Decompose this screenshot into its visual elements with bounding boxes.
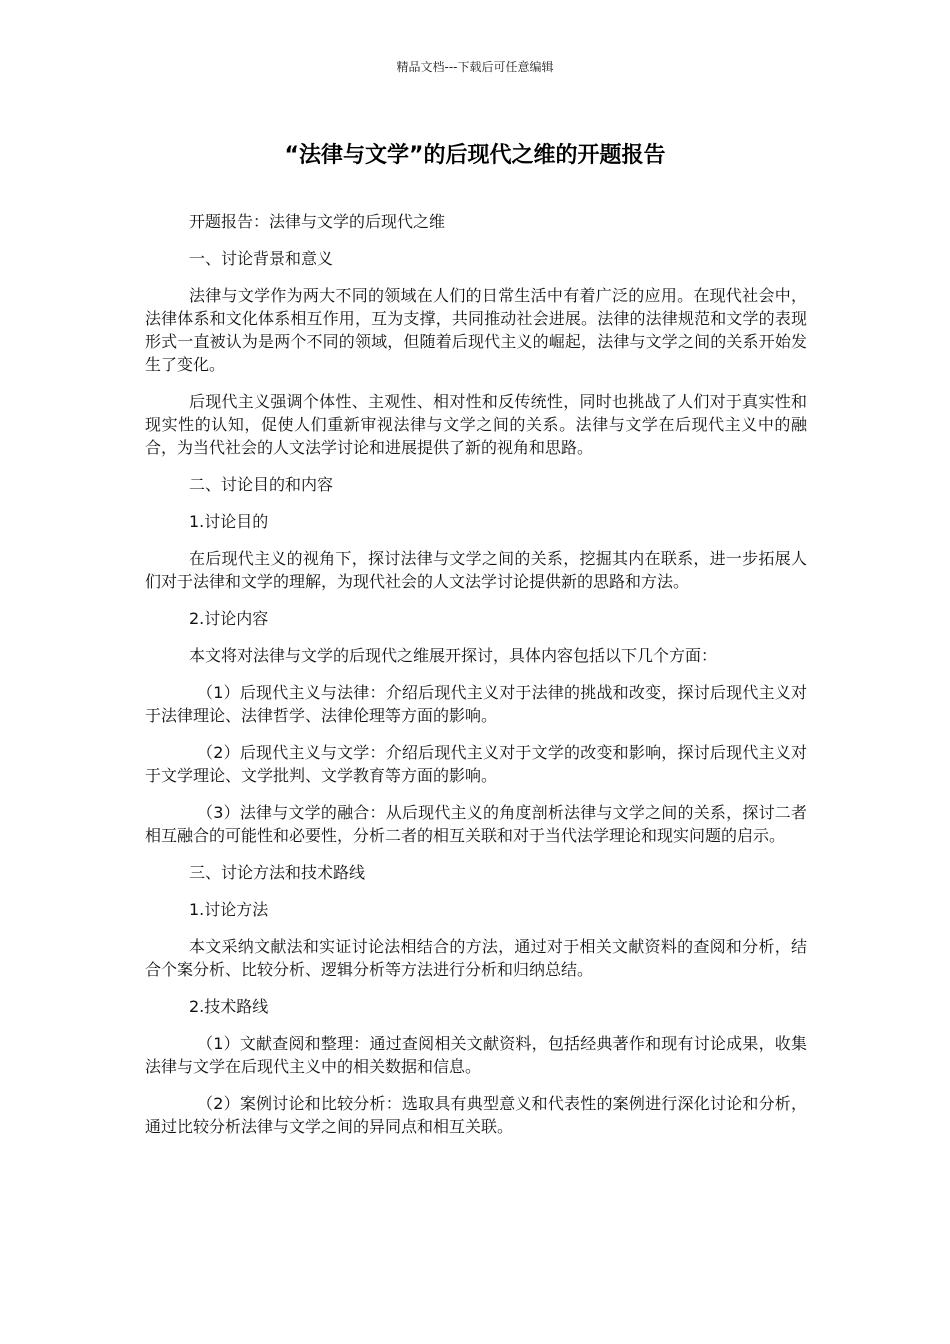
subsection-heading: 2.讨论内容 [189,609,269,628]
paragraph: 在后现代主义的视角下，探讨法律与文学之间的关系，挖掘其内在联系，进一步拓展人们对于法律和文学的理解，为现代社会的人文法学讨论提供新的思路和方法。 [145,549,807,591]
list-item: （3）法律与文学的融合：从后现代主义的角度剖析法律与文学之间的关系，探讨二者相互融合的可能性和必要性，分析二者的相互关联和对于当代法学理论和现实问题的启示。 [145,803,807,845]
paragraph: 开题报告：法律与文学的后现代之维 [189,212,446,231]
paragraph: 后现代主义强调个体性、主观性、相对性和反传统性，同时也挑战了人们对于真实性和现实性的认知，促使人们重新审视法律与文学之间的关系。法律与文学在后现代主义中的融合，为当代社会的人文法学讨论和进展提供了新的视角和思路。 [145,392,807,457]
header-note: 精品文档---下载后可任意编辑 [396,60,554,74]
paragraph: 本文将对法律与文学的后现代之维展开探讨，具体内容包括以下几个方面： [189,646,718,665]
section-heading: 一、讨论背景和意义 [189,249,334,268]
list-item: （1）文献查阅和整理：通过查阅相关文献资料，包括经典著作和现有讨论成果，收集法律与文学在后现代主义中的相关数据和信息。 [145,1034,807,1076]
list-item: （2）案例讨论和比较分析：选取具有典型意义和代表性的案例进行深化讨论和分析，通过比较分析法律与文学之间的异同点和相互关联。 [145,1094,807,1136]
paragraph: 本文采纳文献法和实证讨论法相结合的方法，通过对于相关文献资料的查阅和分析，结合个案分析、比较分析、逻辑分析等方法进行分析和归纳总结。 [145,937,807,979]
subsection-heading: 1.讨论方法 [189,900,269,919]
subsection-heading: 1.讨论目的 [189,512,269,531]
list-item: （1）后现代主义与法律：介绍后现代主义对于法律的挑战和改变，探讨后现代主义对于法律理论、法律哲学、法律伦理等方面的影响。 [145,683,807,725]
document-body [145,210,807,1152]
paragraph: 法律与文学作为两大不同的领域在人们的日常生活中有着广泛的应用。在现代社会中，法律体系和文化体系相互作用，互为支撑，共同推动社会进展。法律的法律规范和文学的表现形式一直被认为是两个不同的领域，但随着后现代主义的崛起，法律与文学之间的关系开始发生了变化。 [145,286,807,374]
section-heading: 二、讨论目的和内容 [189,475,334,494]
subsection-heading: 2.技术路线 [189,997,269,1016]
section-heading: 三、讨论方法和技术路线 [189,863,366,882]
list-item: （2）后现代主义与文学：介绍后现代主义对于文学的改变和影响，探讨后现代主义对于文学理论、文学批判、文学教育等方面的影响。 [145,743,807,785]
document-title: “法律与文学”的后现代之维的开题报告 [284,143,666,168]
